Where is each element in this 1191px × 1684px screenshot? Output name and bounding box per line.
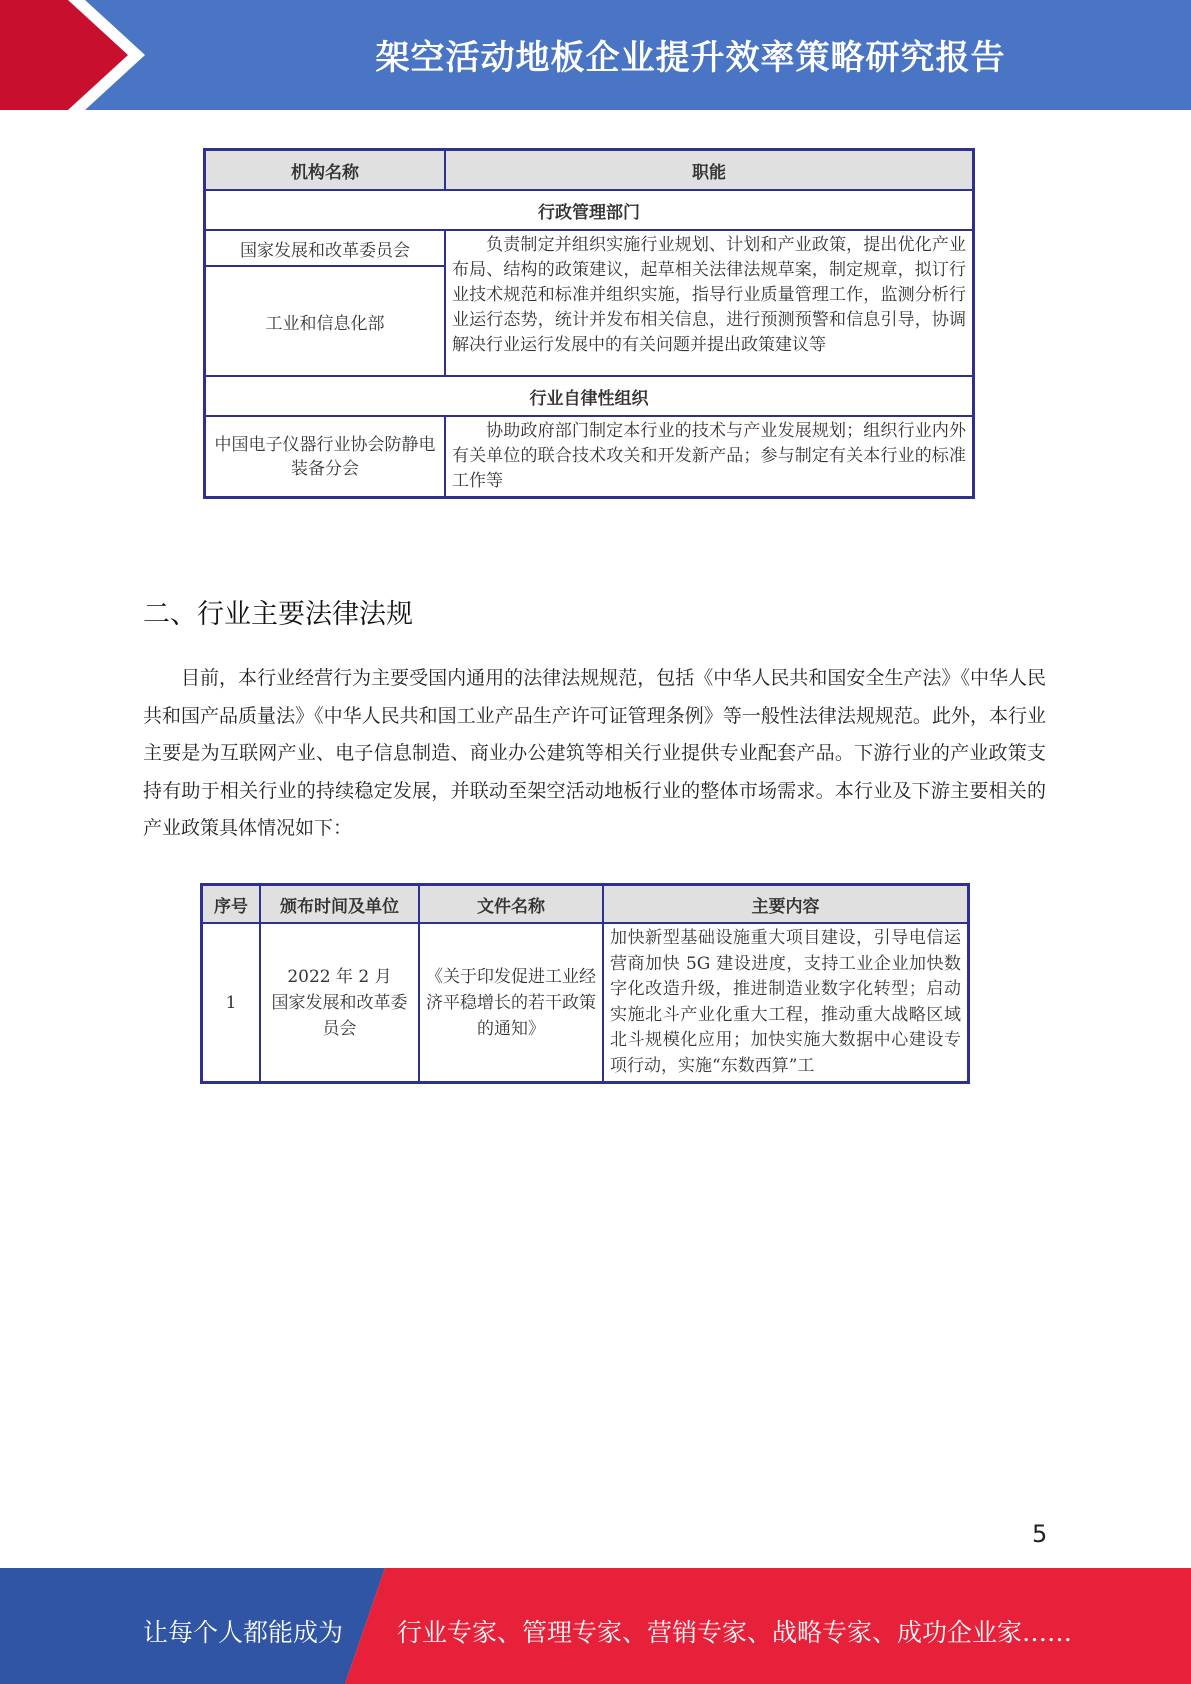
org-miit: 工业和信息化部: [205, 266, 446, 376]
org-ndrc: 国家发展和改革委员会: [205, 230, 446, 266]
body-paragraph-text: 目前，本行业经营行为主要受国内通用的法律法规规范，包括《中华人民共和国安全生产法》《中华人民共和国产品质量法》《中华人民共和国工业产品生产许可证管理条例》等一般性法律法规规范。此外，本行业主要是为互联网产业、电子信息制造、商业办公建筑等相关行业提供专业配套产品。下游行业的产业政策支持有助于相关行业的持续稳定发展，并联动至架空活动地板行业的整体市场需求。本行业及下游主要相关的产业政策具体情况如下：: [143, 667, 1046, 839]
body-paragraph: [143, 660, 1046, 848]
column-header-no: 序号: [202, 885, 261, 924]
table-section-row: [205, 376, 974, 416]
function-association-text: 协助政府部门制定本行业的技术与产业发展规划；组织行业内外有关单位的联合技术攻关和开发新产品；参与制定有关本行业的标准工作等: [452, 421, 966, 491]
table-row: [202, 923, 969, 1083]
function-admin: [445, 230, 974, 376]
row-number: 1: [202, 923, 261, 1083]
section-self-regulatory: 行业自律性组织: [205, 376, 974, 416]
page-number: 5: [1032, 1520, 1048, 1548]
function-association: [445, 416, 974, 498]
row-date: 2022 年 2 月: [287, 966, 392, 987]
section-heading: 二、行业主要法律法规: [143, 599, 413, 630]
row-date-unit: [260, 923, 419, 1083]
column-header-doc: 文件名称: [419, 885, 603, 924]
footer-slogan-right: 行业专家、管理专家、营销专家、战略专家、成功企业家……: [397, 1618, 1073, 1647]
row-content: 加快新型基础设施重大项目建设，引导电信运营商加快 5G 建设进度，支持工业企业加快数字化改造升级，推进制造业数字化转型；启动实施北斗产业化重大工程，推动重大战略区域北斗规模化应用；加快实施大数据中心建设专项行动，实施“东数西算”工: [603, 923, 969, 1083]
regulatory-bodies-table: [203, 148, 975, 499]
section-admin: 行政管理部门: [205, 190, 974, 230]
column-header-function: 职能: [445, 150, 974, 191]
row-document-name: 《关于印发促进工业经济平稳增长的若干政策的通知》: [419, 923, 603, 1083]
table-header-row: [202, 885, 969, 924]
table-row: [205, 416, 974, 498]
column-header-org: 机构名称: [205, 150, 446, 191]
column-header-date: 颁布时间及单位: [260, 885, 419, 924]
page-header: [0, 0, 1191, 110]
report-title: 架空活动地板企业提升效率策略研究报告: [375, 38, 1006, 78]
function-admin-text: 负责制定并组织实施行业规划、计划和产业政策，提出优化产业布局、结构的政策建议，起草相关法律法规草案，制定规章，拟订行业技术规范和标准并组织实施，指导行业质量管理工作，监测分析行业运行态势，统计并发布相关信息，进行预测预警和信息引导，协调解决行业运行发展中的有关问题并提出政策建议等: [452, 235, 966, 355]
table-section-row: [205, 190, 974, 230]
column-header-content: 主要内容: [603, 885, 969, 924]
table-row: [205, 230, 974, 266]
policy-table: [200, 883, 970, 1084]
row-unit: 国家发展和改革委员会: [271, 992, 408, 1039]
footer-slogan-left: 让每个人都能成为: [143, 1618, 344, 1647]
org-association: 中国电子仪器行业协会防静电装备分会: [205, 416, 446, 498]
table-header-row: [205, 150, 974, 191]
